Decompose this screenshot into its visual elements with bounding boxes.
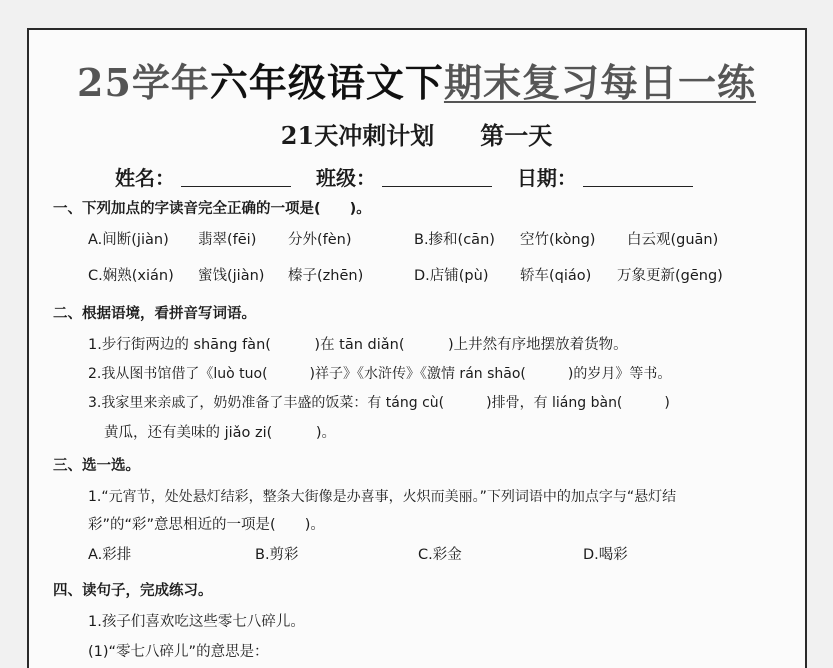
s4-question-1: 1.孩子们喜欢吃这些零七八碎儿。: [88, 614, 305, 630]
s1-option-c1: C.娴熟(xián): [88, 268, 174, 284]
s1-option-d3: 万象更新(gēng): [617, 268, 723, 284]
s3-option-d: D.喝彩: [583, 547, 628, 563]
section-4-heading: 四、读句子，完成练习。: [53, 583, 213, 599]
s2-question-2: 2.我从图书馆借了《luò tuo( )祥子》《水浒传》《激情 rán shāo( )的岁月》等书。: [88, 366, 672, 382]
title-part-grade: 六年级语文下: [209, 60, 444, 105]
section-1-heading: 一、下列加点的字读音完全正确的一项是( )。: [53, 201, 371, 217]
date-blank[interactable]: [583, 168, 693, 187]
title-part-practice: 期末复习每日一练: [443, 60, 756, 105]
s1-option-a1: A.间断(jiàn): [88, 232, 169, 248]
s1-option-d2: 轿车(qiáo): [520, 268, 592, 284]
s3-option-b: B.剪彩: [255, 547, 299, 563]
s4-question-1-sub: (1)“零七八碎儿”的意思是：: [88, 644, 269, 660]
title-part-year: 25学年: [77, 60, 210, 105]
subtitle-plan: 21天冲刺计划: [280, 121, 435, 150]
date-label: 日期：: [516, 166, 577, 190]
page-title: [0, 52, 833, 107]
s1-option-b1: B.掺和(cān): [414, 232, 495, 248]
s1-option-b3: 白云观(guān): [627, 232, 719, 248]
class-label: 班级：: [315, 166, 376, 190]
s2-question-3-cont: 黄瓜，还有美味的 jiǎo zi( )。: [104, 425, 336, 441]
s1-option-a2: 翡翠(fēi): [198, 232, 257, 248]
s2-question-3: 3.我家里来亲戚了，奶奶准备了丰盛的饭菜：有 táng cù( )排骨，有 liáng bàn( ): [88, 395, 670, 411]
section-3-heading: 三、选一选。: [53, 458, 140, 474]
subtitle-day: 第一天: [480, 121, 553, 150]
s3-question-1-line2: 彩”的“彩”意思相近的一项是( )。: [88, 517, 325, 533]
page-subtitle: [0, 116, 833, 151]
section-2-heading: 二、根据语境，看拼音写词语。: [53, 306, 256, 322]
s2-question-1: 1.步行街两边的 shāng fàn( )在 tān diǎn( )上井然有序地摆放着货物。: [88, 337, 628, 353]
class-blank[interactable]: [382, 168, 492, 187]
name-label: 姓名：: [115, 166, 175, 190]
student-info-row: [115, 162, 711, 191]
s1-option-b2: 空竹(kòng): [520, 232, 596, 248]
s1-option-d1: D.店铺(pù): [414, 268, 489, 284]
s1-option-c2: 蜜饯(jiàn): [198, 268, 265, 284]
name-blank[interactable]: [181, 168, 291, 187]
s1-option-a3: 分外(fèn): [288, 232, 352, 248]
s3-option-c: C.彩金: [418, 547, 462, 563]
s3-option-a: A.彩排: [88, 547, 132, 563]
s1-option-c3: 榛子(zhēn): [288, 268, 364, 284]
s3-question-1-line1: 1.“元宵节，处处悬灯结彩，整条大街像是办喜事，火炽而美丽。”下列词语中的加点字与“悬灯结: [88, 489, 677, 505]
